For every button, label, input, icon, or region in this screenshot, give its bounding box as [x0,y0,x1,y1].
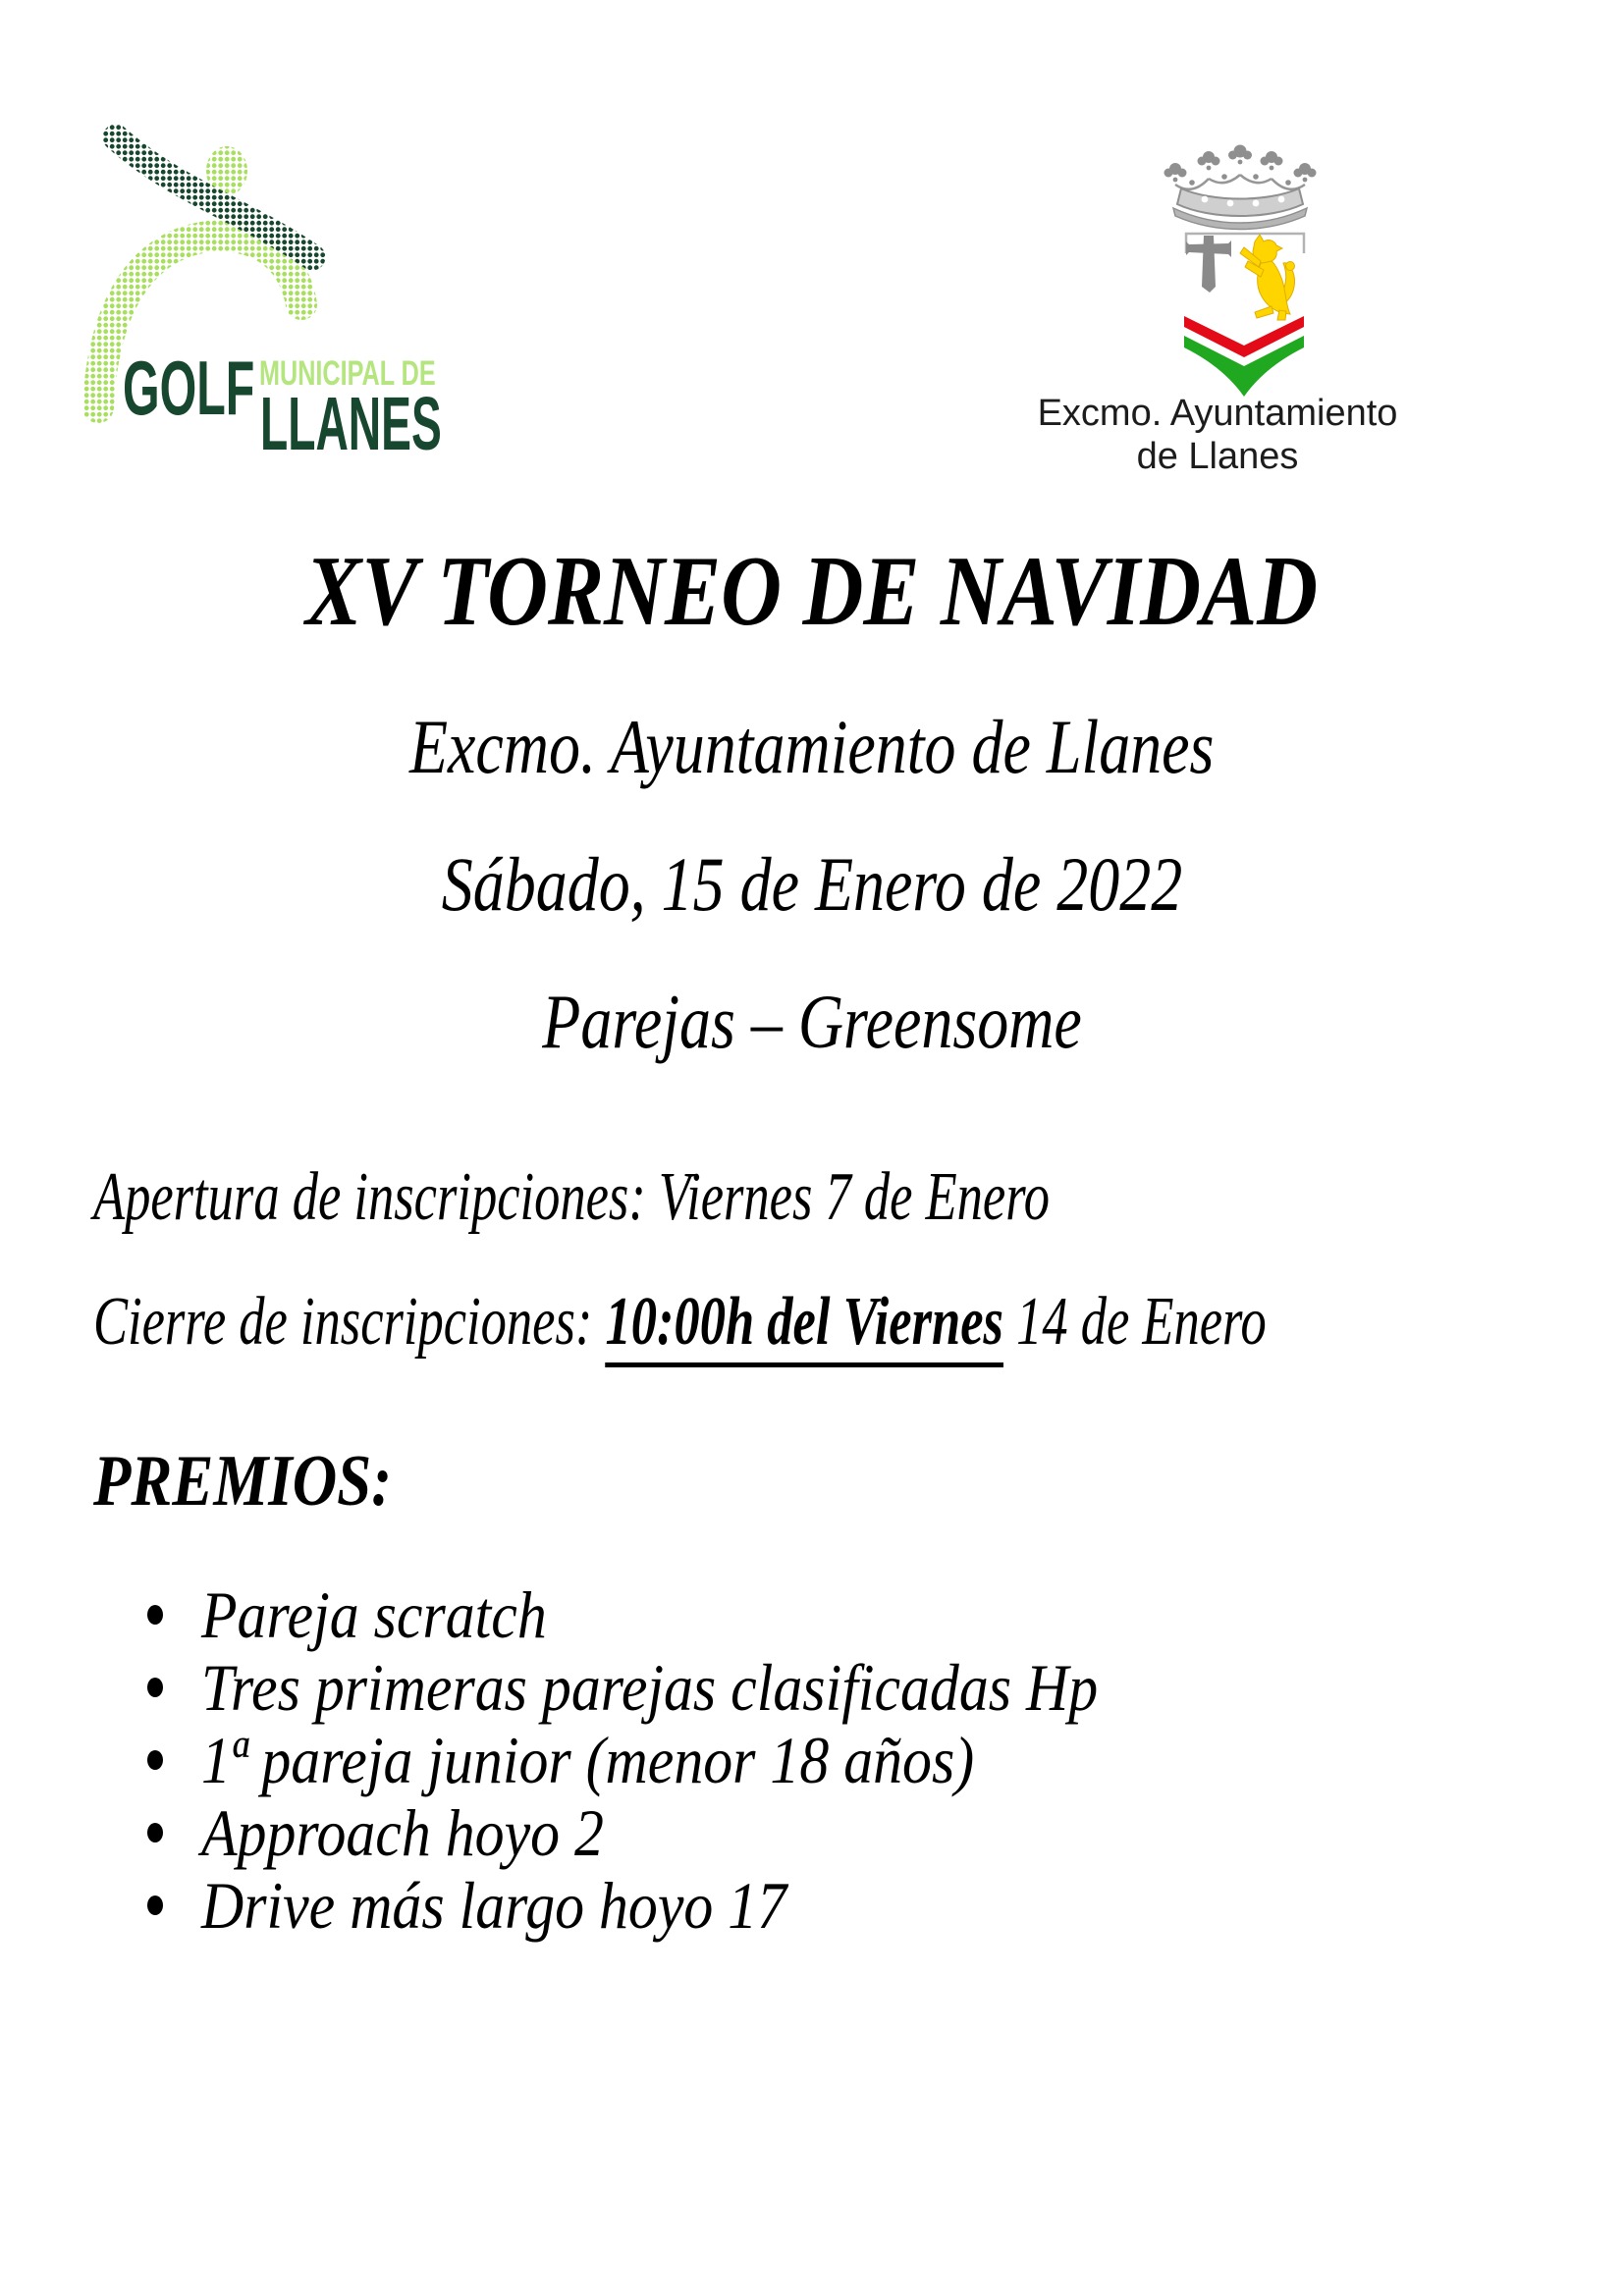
list-item [0,1724,1624,1796]
list-item-text: Tres primeras parejas clasificadas Hp [201,1650,1099,1725]
lion-icon [1240,235,1295,320]
bullet-icon [147,1896,163,1915]
list-item [0,1796,1624,1869]
crown-finials [1164,145,1317,186]
list-item-text: Pareja scratch [201,1577,547,1652]
list-item [0,1578,1624,1651]
crest-caption-line1: Excmo. Ayuntamiento [1037,393,1398,434]
list-item [0,1651,1624,1724]
registration-close-line [93,1284,1624,1360]
crest-caption-line2: de Llanes [1136,436,1299,477]
cierre-deadline: 10:00h del Viernes [605,1284,1002,1367]
registration-open-line: Apertura de inscripciones: Viernes 7 de Enero [93,1159,1050,1235]
bullet-icon [147,1750,163,1770]
ayuntamiento-crest-icon [1162,139,1328,397]
cierre-prefix: Cierre de inscripciones: [93,1284,606,1360]
subtitle-format: Parejas – Greensome [542,979,1082,1064]
list-item-text: Drive más largo hoyo 17 [201,1868,787,1943]
bullet-icon [147,1823,163,1842]
page-title: XV TORNEO DE NAVIDAD [305,536,1319,647]
golf-logo-word-sub: MUNICIPAL DE [259,354,436,393]
prizes-list [0,1578,1624,1942]
bullet-icon [147,1678,163,1697]
subtitle-date: Sábado, 15 de Enero de 2022 [441,841,1183,927]
cross-icon [1186,236,1231,293]
prizes-heading: PREMIOS: [93,1441,393,1522]
subtitle-organizer: Excmo. Ayuntamiento de Llanes [409,704,1215,789]
green-chevron [1184,336,1304,397]
cierre-suffix: 14 de Enero [1002,1284,1267,1360]
golf-logo-word-main: GOLF [123,345,255,431]
list-item-text: Approach hoyo 2 [201,1795,604,1870]
golf-municipal-llanes-logo [83,118,447,466]
list-item [0,1869,1624,1942]
golf-logo-word-bottom: LLANES [260,382,442,466]
bullet-icon [147,1605,163,1625]
list-item-text: 1ª pareja junior (menor 18 años) [201,1723,975,1797]
